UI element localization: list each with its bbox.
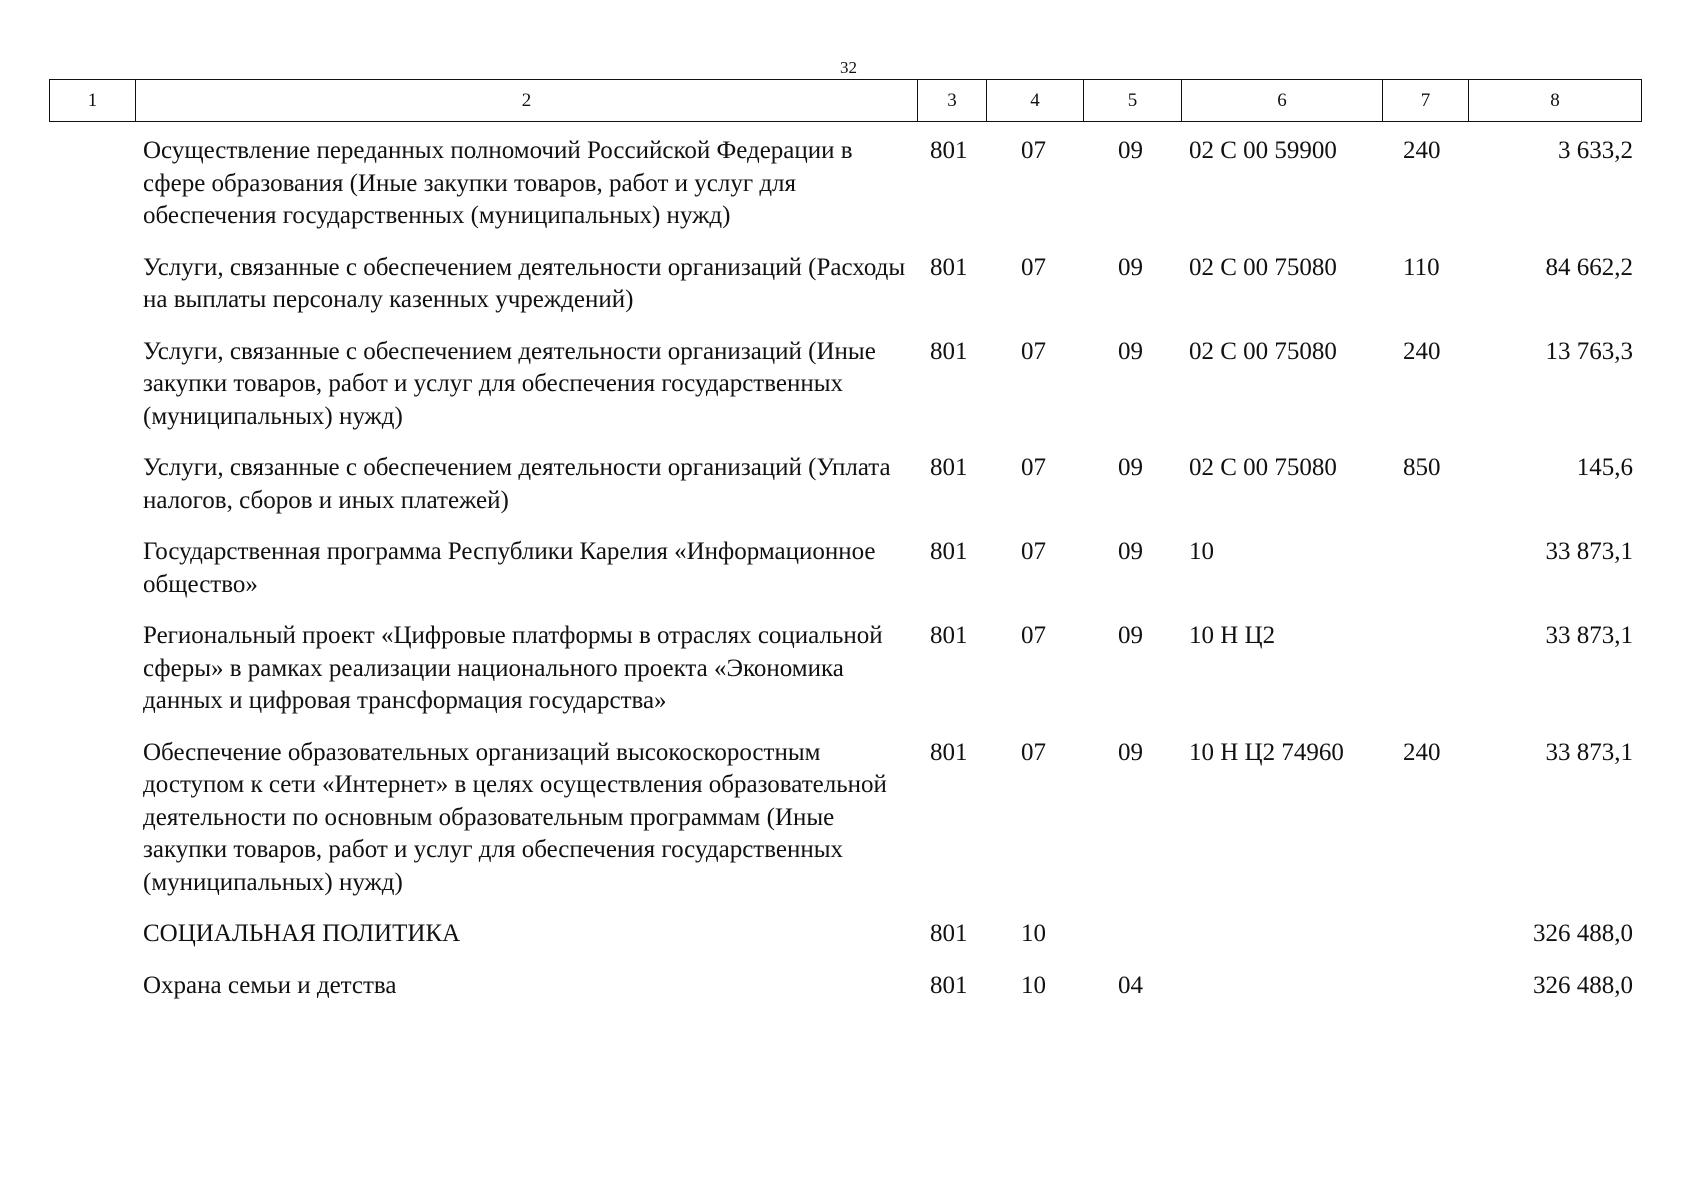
row-name: Осуществление переданных полномочий Российской Федерации в сфере образования (Иные закупки товаров, работ и услуг для обеспечения государственных (муниципальных) нужд) (143, 137, 853, 229)
header-col-4: 4 (987, 80, 1084, 122)
row-section-code: 07 (1021, 337, 1046, 365)
row-subsection-code: 09 (1118, 538, 1143, 565)
row-grbs-code: 801 (930, 920, 968, 947)
row-expense-type-code: 240 (1403, 738, 1441, 766)
row-target-article-code: 02 С 00 75080 (1189, 337, 1337, 365)
row-amount: 33 873,1 (1545, 738, 1633, 766)
row-blank-cell (49, 124, 135, 241)
header-col-6: 6 (1182, 80, 1383, 122)
table-row (49, 959, 1641, 1011)
row-section-code: 07 (1021, 538, 1046, 565)
table-row (49, 325, 1641, 442)
row-expense-type-code: 240 (1403, 337, 1441, 365)
budget-table (49, 124, 1641, 1010)
table-row (49, 907, 1641, 959)
row-amount: 84 662,2 (1545, 253, 1633, 281)
row-blank-cell (49, 241, 135, 325)
row-expense-type-code: 850 (1403, 454, 1441, 481)
row-blank-cell (49, 325, 135, 442)
row-blank-cell (49, 609, 135, 726)
row-grbs-code: 801 (930, 738, 968, 766)
header-col-3: 3 (918, 80, 987, 122)
row-expense-type-code (1382, 907, 1468, 959)
row-subsection-code: 04 (1118, 971, 1143, 999)
table-row (49, 726, 1641, 908)
row-amount: 326 488,0 (1533, 971, 1633, 999)
row-grbs-code: 801 (930, 253, 968, 281)
row-target-article-code: 02 С 00 75080 (1189, 253, 1337, 281)
row-grbs-code: 801 (930, 971, 968, 999)
row-expense-type-code (1382, 609, 1468, 726)
row-blank-cell (49, 525, 135, 609)
row-name: СОЦИАЛЬНАЯ ПОЛИТИКА (143, 920, 461, 947)
row-section-code: 07 (1021, 253, 1046, 281)
row-grbs-code: 801 (930, 622, 968, 649)
table-body (49, 124, 1641, 1010)
row-subsection-code: 09 (1118, 253, 1143, 281)
row-expense-type-code: 110 (1403, 253, 1440, 281)
row-name: Услуги, связанные с обеспечением деятельности организаций (Уплата налогов, сборов и иных платежей) (143, 454, 891, 514)
row-target-article-code (1181, 907, 1382, 959)
table-row (49, 124, 1641, 241)
row-section-code: 07 (1021, 622, 1046, 649)
row-subsection-code: 09 (1118, 622, 1143, 649)
row-section-code: 10 (1021, 971, 1046, 999)
row-target-article-code: 02 С 00 59900 (1189, 137, 1337, 164)
table-row (49, 525, 1641, 609)
header-col-1: 1 (50, 80, 136, 122)
row-subsection-code: 09 (1118, 337, 1143, 365)
row-amount: 326 488,0 (1533, 920, 1633, 947)
table-row (49, 441, 1641, 525)
row-amount: 145,6 (1576, 454, 1633, 481)
table-row (49, 609, 1641, 726)
row-section-code: 07 (1021, 454, 1046, 481)
row-name: Региональный проект «Цифровые платформы в отраслях социальной сферы» в рамках реализации национального проекта «Экономика данных и цифровая трансформация государства» (143, 622, 883, 714)
row-grbs-code: 801 (930, 337, 968, 365)
row-name: Услуги, связанные с обеспечением деятельности организаций (Иные закупки товаров, работ и услуг для обеспечения государственных (муниципальных) нужд) (143, 337, 876, 430)
row-blank-cell (49, 441, 135, 525)
row-subsection-code: 09 (1118, 454, 1143, 481)
row-section-code: 10 (1021, 920, 1046, 947)
row-target-article-code: 10 Н Ц2 (1189, 622, 1276, 649)
row-grbs-code: 801 (930, 454, 968, 481)
row-amount: 33 873,1 (1545, 622, 1633, 649)
row-target-article-code: 02 С 00 75080 (1189, 454, 1337, 481)
row-target-article-code (1181, 959, 1382, 1011)
row-section-code: 07 (1021, 137, 1046, 164)
row-amount: 3 633,2 (1558, 137, 1633, 164)
row-amount: 33 873,1 (1545, 538, 1633, 565)
row-expense-type-code (1382, 525, 1468, 609)
row-amount: 13 763,3 (1545, 337, 1633, 365)
table-row (49, 241, 1641, 325)
row-subsection-code: 09 (1118, 137, 1143, 164)
row-expense-type-code: 240 (1403, 137, 1441, 164)
row-grbs-code: 801 (930, 538, 968, 565)
header-col-2: 2 (136, 80, 918, 122)
row-blank-cell (49, 726, 135, 908)
header-col-8: 8 (1469, 80, 1642, 122)
row-subsection-code: 09 (1118, 738, 1143, 766)
header-col-7: 7 (1383, 80, 1469, 122)
row-expense-type-code (1382, 959, 1468, 1011)
row-subsection-code (1083, 907, 1181, 959)
column-number-header (49, 79, 1642, 122)
row-blank-cell (49, 907, 135, 959)
row-name: Услуги, связанные с обеспечением деятельности организаций (Расходы на выплаты персоналу казенных учреждений) (143, 253, 906, 313)
row-name: Обеспечение образовательных организаций высокоскоростным доступом к сети «Интернет» в целях осуществления образовательной деятельности по основным образовательным программам (Иные закупки товаров, работ и услуг для обеспечения государственных (муниципальных) нужд) (143, 738, 887, 896)
row-name: Охрана семьи и детства (143, 971, 397, 999)
row-name: Государственная программа Республики Карелия «Информационное общество» (143, 538, 876, 598)
row-section-code: 07 (1021, 738, 1046, 766)
row-target-article-code: 10 (1189, 538, 1214, 565)
row-grbs-code: 801 (930, 137, 968, 164)
row-blank-cell (49, 959, 135, 1011)
row-target-article-code: 10 Н Ц2 74960 (1189, 738, 1344, 766)
header-col-5: 5 (1084, 80, 1182, 122)
page-number: 32 (840, 58, 857, 77)
